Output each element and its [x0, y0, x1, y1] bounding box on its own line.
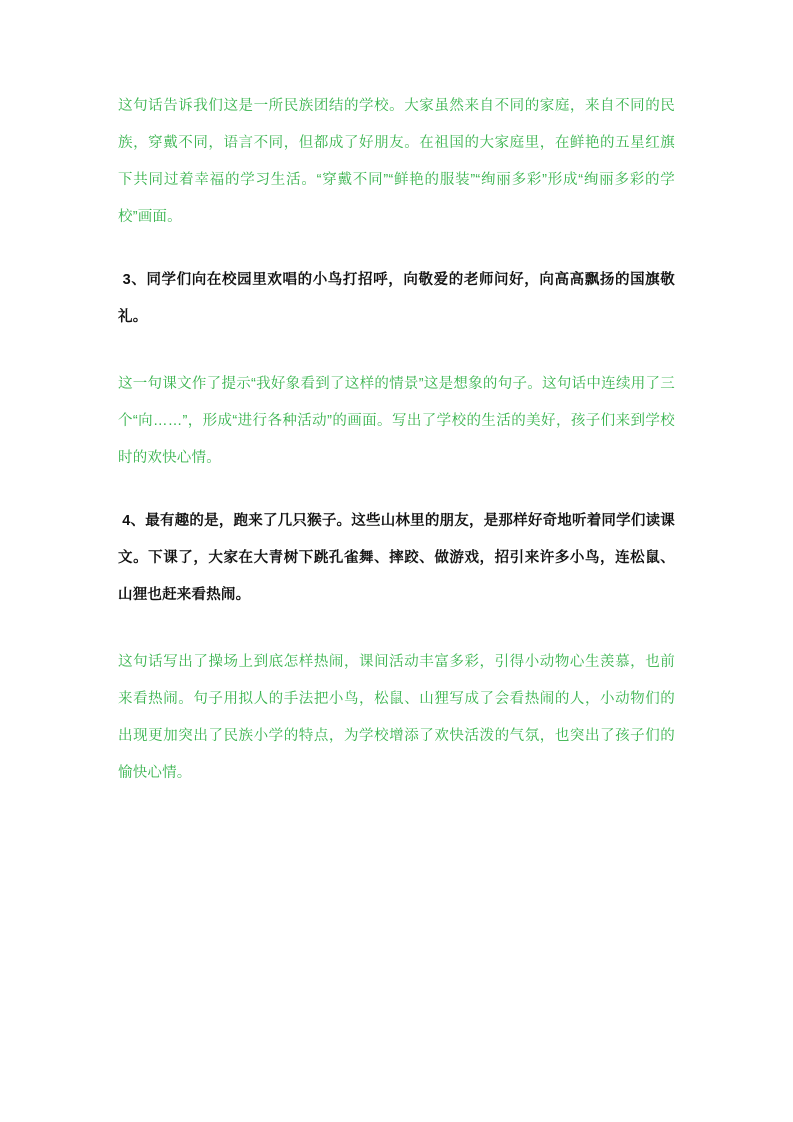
paragraph-quoted-4: 4、最有趣的是，跑来了几只猴子。这些山林里的朋友，是那样好奇地听着同学们读课文。下课了，大家在大青树下跳孔雀舞、摔跤、做游戏，招引来许多小鸟，连松鼠、山狸也赶来看热闹。	[118, 512, 675, 603]
paragraph-quoted-3: 3、同学们向在校园里欢唱的小鸟打招呼，向敬爱的老师问好，向高高飘扬的国旗敬礼。	[118, 271, 676, 325]
paragraph-spacer	[118, 477, 675, 503]
paragraph-spacer	[118, 614, 675, 644]
paragraph-commentary-1: 这句话告诉我们这是一所民族团结的学校。大家虽然来自不同的家庭，来自不同的民族，穿戴不同，语言不同，但都成了好朋友。在祖国的大家庭里，在鲜艳的五星红旗下共同过着幸福的学习生活。“穿戴不同”“鲜艳的服装”“绚丽多彩”形成“绚丽多彩的学校”画面。	[118, 98, 675, 225]
paragraph-commentary-2: 这一句课文作了提示“我好象看到了这样的情景”这是想象的句子。这句话中连续用了三个“向……”，形成“进行各种活动”的画面。写出了学校的生活的美好，孩子们来到学校时的欢快心情。	[118, 375, 675, 466]
paragraph-commentary-3: 这句话写出了操场上到底怎样热闹，课间活动丰富多彩，引得小动物心生羡慕，也前来看热闹。句子用拟人的手法把小鸟，松鼠、山狸写成了会看热闹的人，小动物们的出现更加突出了民族小学的特点，为学校增添了欢快活泼的气氛，也突出了孩子们的愉快心情。	[118, 653, 675, 781]
paragraph-spacer	[118, 336, 675, 366]
document-body	[118, 88, 675, 792]
paragraph-spacer	[118, 236, 675, 262]
